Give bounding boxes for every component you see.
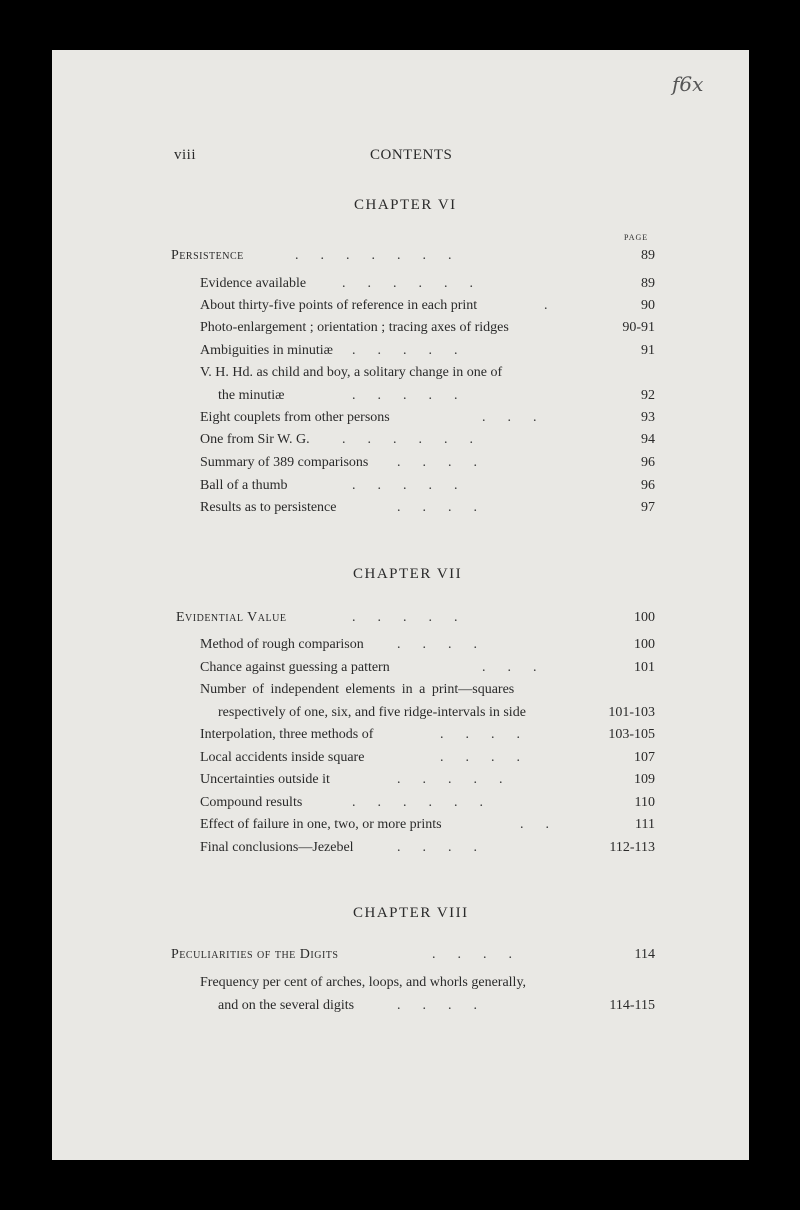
toc-entry: Interpolation, three methods of bbox=[200, 727, 374, 742]
toc-entry: Ambiguities in minutiæ bbox=[200, 343, 334, 358]
leader-dots: ... bbox=[482, 660, 559, 675]
leader-dots: .... bbox=[397, 455, 499, 470]
page-ref: 112-113 bbox=[609, 840, 655, 855]
leader-dots: ....... bbox=[295, 248, 474, 263]
toc-entry: Ball of a thumb bbox=[200, 478, 288, 493]
page-ref: 101-103 bbox=[608, 705, 655, 720]
toc-entry: Uncertainties outside it bbox=[200, 772, 330, 787]
leader-dots: .... bbox=[397, 500, 499, 515]
page-ref: 111 bbox=[635, 817, 655, 832]
leader-dots: ..... bbox=[352, 388, 480, 403]
page-ref: 91 bbox=[641, 343, 655, 358]
toc-entry: Summary of 389 comparisons bbox=[200, 455, 369, 470]
leader-dots: ..... bbox=[352, 478, 480, 493]
leader-dots: ..... bbox=[397, 772, 525, 787]
page-column-label: PAGE bbox=[624, 233, 649, 242]
page-ref: 114-115 bbox=[609, 998, 655, 1013]
toc-entry-continuation: and on the several digits bbox=[218, 998, 355, 1013]
page-ref: 89 bbox=[641, 248, 655, 263]
page-ref: 92 bbox=[641, 388, 655, 403]
page-ref: 96 bbox=[641, 478, 655, 493]
page-ref: 96 bbox=[641, 455, 655, 470]
toc-entry: Evidence available bbox=[200, 276, 307, 291]
toc-entry: Compound results bbox=[200, 795, 303, 810]
leader-dots: ...... bbox=[342, 432, 495, 447]
toc-entry: Results as to persistence bbox=[200, 500, 337, 515]
toc-entry: Final conclusions—Jezebel bbox=[200, 840, 354, 855]
page-ref: 94 bbox=[641, 432, 655, 447]
toc-entry: Eight couplets from other persons bbox=[200, 410, 390, 425]
running-title: CONTENTS bbox=[370, 147, 453, 163]
toc-entry: About thirty-five points of reference in each print bbox=[200, 298, 478, 313]
toc-entry: Photo-enlargement ; orientation ; tracing axes of ridges bbox=[200, 320, 509, 335]
section-heading: Peculiarities of the Digits bbox=[171, 947, 339, 962]
toc-entry: V. H. Hd. as child and boy, a solitary change in one of bbox=[200, 365, 503, 380]
toc-entry-continuation: the minutiæ bbox=[218, 388, 285, 403]
leader-dots: .... bbox=[432, 947, 534, 962]
leader-dots: . bbox=[544, 298, 570, 313]
page-ref: 114 bbox=[634, 947, 655, 962]
page-ref: 100 bbox=[634, 637, 655, 652]
page-ref: 90 bbox=[641, 298, 655, 313]
leader-dots: .... bbox=[440, 750, 542, 765]
pencil-note: f6x bbox=[672, 72, 704, 96]
chapter-title: CHAPTER VI bbox=[354, 197, 457, 213]
page-ref: 110 bbox=[634, 795, 655, 810]
page-ref: 90-91 bbox=[622, 320, 655, 335]
toc-entry: Number of independent elements in a print—squares bbox=[200, 682, 515, 697]
toc-entry: Local accidents inside square bbox=[200, 750, 365, 765]
page-ref: 107 bbox=[634, 750, 655, 765]
page-ref: 89 bbox=[641, 276, 655, 291]
leader-dots: .... bbox=[440, 727, 542, 742]
section-heading: Evidential Value bbox=[176, 610, 287, 625]
page-ref: 100 bbox=[634, 610, 655, 625]
book-page bbox=[52, 50, 749, 1160]
section-heading: Persistence bbox=[171, 248, 244, 263]
leader-dots: ...... bbox=[342, 276, 495, 291]
page-ref: 93 bbox=[641, 410, 655, 425]
leader-dots: .... bbox=[397, 637, 499, 652]
toc-entry: Method of rough comparison bbox=[200, 637, 364, 652]
toc-entry: One from Sir W. G. bbox=[200, 432, 310, 447]
page-ref: 103-105 bbox=[608, 727, 655, 742]
page-ref: 97 bbox=[641, 500, 655, 515]
page-ref: 101 bbox=[634, 660, 655, 675]
toc-entry-continuation: respectively of one, six, and five ridge-intervals in side bbox=[218, 705, 526, 720]
toc-entry: Frequency per cent of arches, loops, and whorls generally, bbox=[200, 975, 527, 990]
leader-dots: .. bbox=[520, 817, 571, 832]
toc-entry: Chance against guessing a pattern bbox=[200, 660, 390, 675]
leader-dots: ...... bbox=[352, 795, 505, 810]
page-number: viii bbox=[174, 147, 197, 163]
leader-dots: .... bbox=[397, 998, 499, 1013]
leader-dots: ..... bbox=[352, 610, 480, 625]
leader-dots: .... bbox=[397, 840, 499, 855]
leader-dots: ..... bbox=[352, 343, 480, 358]
leader-dots: ... bbox=[482, 410, 559, 425]
page-ref: 109 bbox=[634, 772, 655, 787]
chapter-title: CHAPTER VII bbox=[353, 566, 463, 582]
chapter-title: CHAPTER VIII bbox=[353, 905, 469, 921]
toc-entry: Effect of failure in one, two, or more prints bbox=[200, 817, 442, 832]
